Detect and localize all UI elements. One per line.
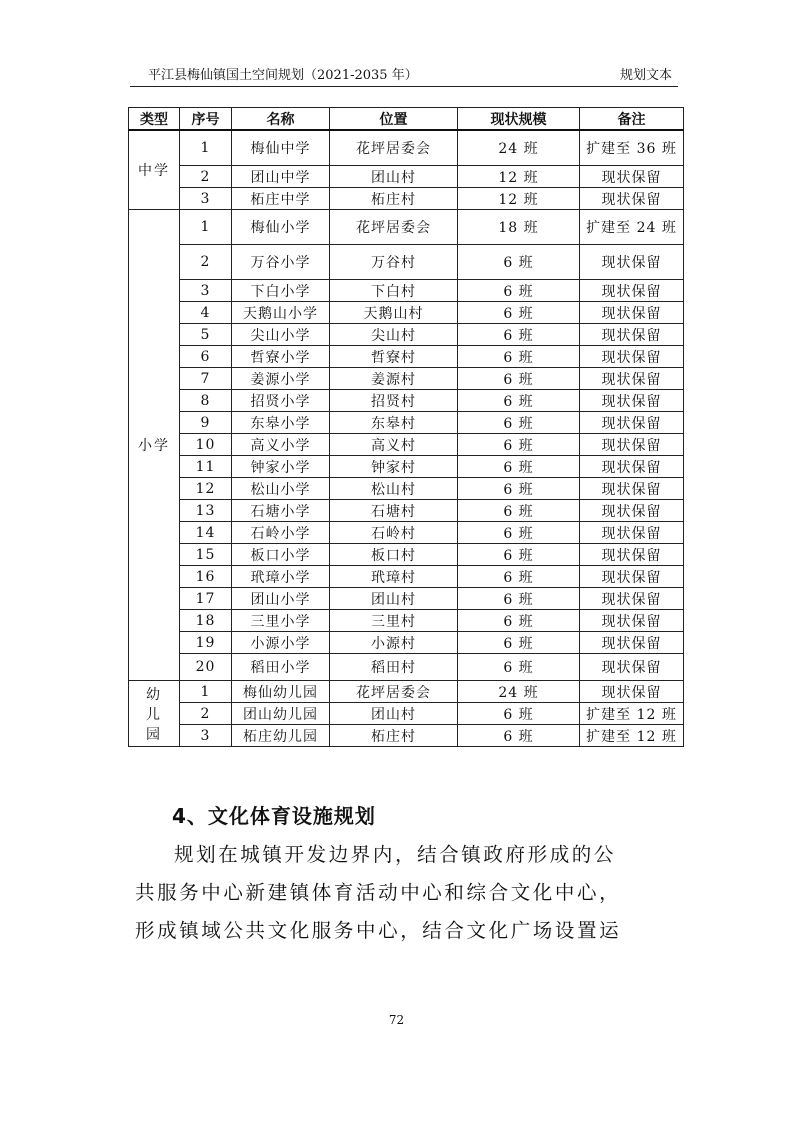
page-header	[130, 62, 678, 84]
scale-cell: 6 班	[458, 245, 580, 280]
scale-cell: 6 班	[458, 500, 580, 522]
number-cell: 13	[180, 500, 232, 522]
number-cell: 17	[180, 588, 232, 610]
location-cell: 招贤村	[330, 390, 458, 412]
number-cell: 3	[180, 725, 232, 747]
name-cell: 哲寮小学	[232, 346, 330, 368]
note-cell: 扩建至 24 班	[580, 210, 684, 245]
note-cell: 现状保留	[580, 368, 684, 390]
table-row	[129, 610, 684, 632]
number-cell: 11	[180, 456, 232, 478]
number-cell: 10	[180, 434, 232, 456]
location-cell: 稻田村	[330, 654, 458, 681]
name-cell: 三里小学	[232, 610, 330, 632]
table-row	[129, 280, 684, 302]
location-cell: 柘庄村	[330, 725, 458, 747]
table-row	[129, 130, 684, 166]
table-row	[129, 478, 684, 500]
number-cell: 1	[180, 681, 232, 703]
scale-cell: 18 班	[458, 210, 580, 245]
number-cell: 2	[180, 166, 232, 188]
location-cell: 石塘村	[330, 500, 458, 522]
location-cell: 下白村	[330, 280, 458, 302]
name-cell: 万谷小学	[232, 245, 330, 280]
name-cell: 柘庄中学	[232, 188, 330, 210]
location-cell: 柘庄村	[330, 188, 458, 210]
scale-cell: 6 班	[458, 610, 580, 632]
number-cell: 19	[180, 632, 232, 654]
column-header-type: 类型	[129, 108, 180, 131]
paragraph-line: 规划在城镇开发边界内，结合镇政府形成的公	[174, 843, 617, 866]
name-cell: 东皋小学	[232, 412, 330, 434]
table-row	[129, 245, 684, 280]
name-cell: 姜源小学	[232, 368, 330, 390]
number-cell: 7	[180, 368, 232, 390]
page-number: 72	[388, 1013, 405, 1027]
name-cell: 天鹅山小学	[232, 302, 330, 324]
number-cell: 6	[180, 346, 232, 368]
name-cell: 松山小学	[232, 478, 330, 500]
note-cell: 现状保留	[580, 522, 684, 544]
scale-cell: 6 班	[458, 346, 580, 368]
location-cell: 钟家村	[330, 456, 458, 478]
note-cell: 扩建至 12 班	[580, 703, 684, 725]
note-cell: 扩建至 36 班	[580, 130, 684, 166]
note-cell: 现状保留	[580, 412, 684, 434]
scale-cell: 6 班	[458, 725, 580, 747]
number-cell: 5	[180, 324, 232, 346]
number-cell: 15	[180, 544, 232, 566]
scale-cell: 6 班	[458, 703, 580, 725]
number-cell: 1	[180, 130, 232, 166]
note-cell: 现状保留	[580, 681, 684, 703]
location-cell: 高义村	[330, 434, 458, 456]
scale-cell: 6 班	[458, 566, 580, 588]
location-cell: 哲寮村	[330, 346, 458, 368]
note-cell: 现状保留	[580, 346, 684, 368]
location-cell: 花坪居委会	[330, 681, 458, 703]
number-cell: 3	[180, 188, 232, 210]
number-cell: 14	[180, 522, 232, 544]
location-cell: 天鹅山村	[330, 302, 458, 324]
scale-cell: 24 班	[458, 681, 580, 703]
section-title: 4、文化体育设施规划	[172, 804, 376, 828]
note-cell: 现状保留	[580, 434, 684, 456]
note-cell: 现状保留	[580, 280, 684, 302]
name-cell: 招贤小学	[232, 390, 330, 412]
name-cell: 梅仙小学	[232, 210, 330, 245]
scale-cell: 12 班	[458, 166, 580, 188]
table-row	[129, 681, 684, 703]
type-cell: 幼儿园	[129, 681, 180, 747]
number-cell: 12	[180, 478, 232, 500]
table-row	[129, 390, 684, 412]
name-cell: 石塘小学	[232, 500, 330, 522]
location-cell: 万谷村	[330, 245, 458, 280]
location-cell: 板口村	[330, 544, 458, 566]
table-row	[129, 654, 684, 681]
location-cell: 东皋村	[330, 412, 458, 434]
column-header-note: 备注	[580, 108, 684, 131]
location-cell: 姜源村	[330, 368, 458, 390]
number-cell: 8	[180, 390, 232, 412]
note-cell: 现状保留	[580, 588, 684, 610]
education-facility-table	[128, 107, 684, 747]
location-cell: 松山村	[330, 478, 458, 500]
note-cell: 扩建至 12 班	[580, 725, 684, 747]
scale-cell: 6 班	[458, 390, 580, 412]
table-row	[129, 412, 684, 434]
table-row	[129, 456, 684, 478]
note-cell: 现状保留	[580, 566, 684, 588]
note-cell: 现状保留	[580, 500, 684, 522]
scale-cell: 6 班	[458, 368, 580, 390]
location-cell: 团山村	[330, 588, 458, 610]
scale-cell: 6 班	[458, 412, 580, 434]
name-cell: 柘庄幼儿园	[232, 725, 330, 747]
table-row	[129, 544, 684, 566]
location-cell: 花坪居委会	[330, 130, 458, 166]
number-cell: 9	[180, 412, 232, 434]
table-row	[129, 166, 684, 188]
column-header-scale: 现状规模	[458, 108, 580, 131]
number-cell: 20	[180, 654, 232, 681]
name-cell: 高义小学	[232, 434, 330, 456]
table-body	[129, 130, 684, 747]
note-cell: 现状保留	[580, 245, 684, 280]
scale-cell: 6 班	[458, 324, 580, 346]
column-header-location: 位置	[330, 108, 458, 131]
note-cell: 现状保留	[580, 610, 684, 632]
note-cell: 现状保留	[580, 544, 684, 566]
note-cell: 现状保留	[580, 478, 684, 500]
note-cell: 现状保留	[580, 632, 684, 654]
note-cell: 现状保留	[580, 166, 684, 188]
scale-cell: 12 班	[458, 188, 580, 210]
name-cell: 梅仙幼儿园	[232, 681, 330, 703]
table-row	[129, 632, 684, 654]
paragraph-line: 共服务中心新建镇体育活动中心和综合文化中心，	[135, 881, 622, 904]
location-cell: 玳璋村	[330, 566, 458, 588]
table-row	[129, 346, 684, 368]
note-cell: 现状保留	[580, 302, 684, 324]
table-row	[129, 588, 684, 610]
type-cell: 中学	[129, 130, 180, 210]
table-row	[129, 324, 684, 346]
table-row	[129, 434, 684, 456]
note-cell: 现状保留	[580, 324, 684, 346]
location-cell: 团山村	[330, 166, 458, 188]
location-cell: 小源村	[330, 632, 458, 654]
number-cell: 2	[180, 703, 232, 725]
number-cell: 18	[180, 610, 232, 632]
location-cell: 尖山村	[330, 324, 458, 346]
scale-cell: 6 班	[458, 544, 580, 566]
column-header-name: 名称	[232, 108, 330, 131]
paragraph-line: 形成镇域公共文化服务中心，结合文化广场设置运	[135, 919, 622, 942]
name-cell: 稻田小学	[232, 654, 330, 681]
location-cell: 三里村	[330, 610, 458, 632]
table-header-row	[129, 108, 684, 131]
scale-cell: 6 班	[458, 522, 580, 544]
section-paragraph	[135, 836, 680, 950]
document-type: 规划文本	[619, 68, 672, 83]
name-cell: 团山幼儿园	[232, 703, 330, 725]
number-cell: 4	[180, 302, 232, 324]
table-row	[129, 500, 684, 522]
scale-cell: 6 班	[458, 654, 580, 681]
table-row	[129, 703, 684, 725]
number-cell: 1	[180, 210, 232, 245]
scale-cell: 6 班	[458, 302, 580, 324]
scale-cell: 6 班	[458, 588, 580, 610]
name-cell: 团山中学	[232, 166, 330, 188]
scale-cell: 6 班	[458, 632, 580, 654]
name-cell: 小源小学	[232, 632, 330, 654]
note-cell: 现状保留	[580, 188, 684, 210]
type-cell: 小学	[129, 210, 180, 681]
scale-cell: 6 班	[458, 434, 580, 456]
table-row	[129, 368, 684, 390]
name-cell: 钟家小学	[232, 456, 330, 478]
scale-cell: 6 班	[458, 456, 580, 478]
scale-cell: 6 班	[458, 280, 580, 302]
table-row	[129, 522, 684, 544]
table-row	[129, 566, 684, 588]
name-cell: 尖山小学	[232, 324, 330, 346]
document-title: 平江县梅仙镇国土空间规划（2021-2035 年）	[148, 68, 418, 83]
location-cell: 花坪居委会	[330, 210, 458, 245]
number-cell: 3	[180, 280, 232, 302]
note-cell: 现状保留	[580, 654, 684, 681]
table-row	[129, 188, 684, 210]
scale-cell: 6 班	[458, 478, 580, 500]
scale-cell: 24 班	[458, 130, 580, 166]
location-cell: 团山村	[330, 703, 458, 725]
name-cell: 玳璋小学	[232, 566, 330, 588]
name-cell: 团山小学	[232, 588, 330, 610]
number-cell: 2	[180, 245, 232, 280]
table-row	[129, 210, 684, 245]
table-row	[129, 302, 684, 324]
name-cell: 石岭小学	[232, 522, 330, 544]
header-rule	[130, 86, 678, 87]
note-cell: 现状保留	[580, 390, 684, 412]
name-cell: 梅仙中学	[232, 130, 330, 166]
note-cell: 现状保留	[580, 456, 684, 478]
table-row	[129, 725, 684, 747]
number-cell: 16	[180, 566, 232, 588]
name-cell: 下白小学	[232, 280, 330, 302]
column-header-number: 序号	[180, 108, 232, 131]
name-cell: 板口小学	[232, 544, 330, 566]
location-cell: 石岭村	[330, 522, 458, 544]
